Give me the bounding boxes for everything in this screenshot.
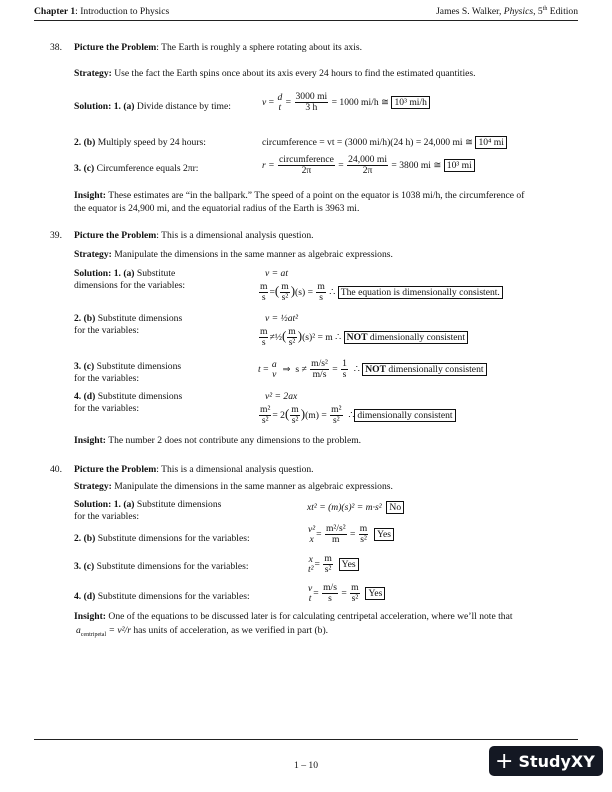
equation: $\frac{\text{m²}}{\text{s²}}$ = 2( $\frac{m}{\text{s²}}$ )(m) = $\frac{\text{m²}}{\text{s²}}$ ∴ dimensionally consistent xyxy=(258,405,456,426)
strategy: Strategy: Manipulate the dimensions in the same manner as algebraic expressions. xyxy=(74,481,393,492)
solution-step: 2. (b) Substitute dimensions for the variables: xyxy=(74,313,183,336)
solution-step: Solution: 1. (a) Divide distance by time: xyxy=(74,101,231,112)
picture-the-problem: Picture the Problem: This is a dimensional analysis question. xyxy=(74,230,314,241)
answer-box: 10⁴ mi xyxy=(475,136,506,149)
studyxy-logo[interactable] xyxy=(489,746,603,776)
equation: xt² = (m)(s)² = m·s² No xyxy=(307,502,404,513)
footer-rule xyxy=(34,739,578,740)
page-number: 1 – 10 xyxy=(294,760,318,771)
logo-text: StudyXY xyxy=(518,751,595,771)
picture-the-problem: Picture the Problem: The Earth is roughly a sphere rotating about its axis. xyxy=(74,42,363,53)
solution-step: 3. (c) Substitute dimensions for the variables: xyxy=(74,561,249,572)
solution-step: 4. (d) Substitute dimensions for the variables: xyxy=(74,391,183,414)
solution-step: Solution: 1. (a) Substitute dimensions for the variables: xyxy=(74,499,222,522)
insight: Insight: These estimates are “in the ballpark.” The speed of a point on the equator is 1038 mi/h, the circumference of xyxy=(74,190,525,201)
equation: x t² = $\frac{m}{\text{s²}}$ Yes xyxy=(307,554,359,575)
answer-box: No xyxy=(386,501,404,514)
strategy: Strategy: Manipulate the dimensions in the same manner as algebraic expressions. xyxy=(74,249,393,260)
problem-number: 40. xyxy=(50,464,62,475)
picture-the-problem: Picture the Problem: This is a dimensional analysis question. xyxy=(74,464,314,475)
equation: t = a v ⇒ s ≠ $\frac{\text{m/s²}}{m/s}$ = $\frac{1}{s}$ ∴ NOT dimensionally consistent xyxy=(258,359,487,380)
equation: $\frac{m}{s}$ =( $\frac{m}{\text{s²}}$ )(s) = $\frac{m}{s}$ ∴ The equation is dimensionally consistent. xyxy=(258,282,503,303)
equation: circumference = vt = (3000 mi/h)(24 h) = 24,000 mi ≅ 10⁴ mi xyxy=(262,137,507,148)
equation: v² x = $\frac{\text{m²/s²}}{m}$ = $\frac{m}{\text{s²}}$ Yes xyxy=(307,524,394,545)
header-rule xyxy=(34,20,578,21)
solution-step: Solution: 1. (a) Substitute dimensions for the variables: xyxy=(74,268,186,291)
answer-box: NOT dimensionally consistent xyxy=(344,331,468,344)
equation: v = d t = $\frac{3000 mi}{3 h}$ = 1000 mi/h ≅ 10³ mi/h xyxy=(262,92,430,113)
equation: v t = $\frac{m/s}{s}$ = $\frac{m}{\text{s²}}$ Yes xyxy=(307,583,385,604)
plus-icon: + xyxy=(495,748,514,774)
solution-step: 3. (c) Circumference equals 2πr: xyxy=(74,163,199,174)
answer-box: NOT dimensionally consistent xyxy=(362,363,486,376)
solution-step: 2. (b) Substitute dimensions for the variables: xyxy=(74,533,250,544)
problem-number: 39. xyxy=(50,230,62,241)
insight: Insight: The number 2 does not contribute any dimensions to the problem. xyxy=(74,435,362,446)
equation: $\frac{m}{s}$ ≠½( $\frac{m}{\text{s²}}$ )(s)² = m ∴ NOT dimensionally consistent xyxy=(258,327,468,348)
solution-step: 3. (c) Substitute dimensions for the variables: xyxy=(74,361,182,384)
strategy: Strategy: Use the fact the Earth spins once about its axis every 24 hours to find the estimated quantities. xyxy=(74,68,476,79)
answer-box: The equation is dimensionally consistent. xyxy=(338,286,503,299)
answer-box: Yes xyxy=(339,558,359,571)
problem-number: 38. xyxy=(50,42,62,53)
solution-step: 2. (b) Multiply speed by 24 hours: xyxy=(74,137,206,148)
equation: v = ½at² xyxy=(265,313,299,324)
answer-box: Yes xyxy=(365,587,385,600)
equation: v² = 2ax xyxy=(265,391,298,402)
answer-box: 10³ mi/h xyxy=(391,96,429,109)
insight-cont: the equator is 24,900 mi, and the equatorial radius of the Earth is 3963 mi. xyxy=(74,203,360,214)
answer-box: dimensionally consistent xyxy=(354,409,455,422)
insight: Insight: One of the equations to be discussed later is for calculating centripetal acceleration, where we’ll note that xyxy=(74,611,513,622)
header-chapter: Chapter 1: Introduction to Physics xyxy=(34,6,170,17)
answer-box: Yes xyxy=(374,528,394,541)
equation: r = $\frac{\text{circumference}}{2\pi}$ = $\frac{24,000 mi}{2\pi}$ = 3800 mi ≅ 10³ mi xyxy=(262,155,475,176)
equation: v = at xyxy=(265,268,288,279)
solution-step: 4. (d) Substitute dimensions for the variables: xyxy=(74,591,250,602)
insight-cont: $a_{centripetal} = v^2/r$ has units of acceleration, as we verified in part (b). xyxy=(76,625,329,638)
header-book: James S. Walker, Physics, 5th Edition xyxy=(436,6,578,18)
answer-box: 10³ mi xyxy=(444,159,475,172)
